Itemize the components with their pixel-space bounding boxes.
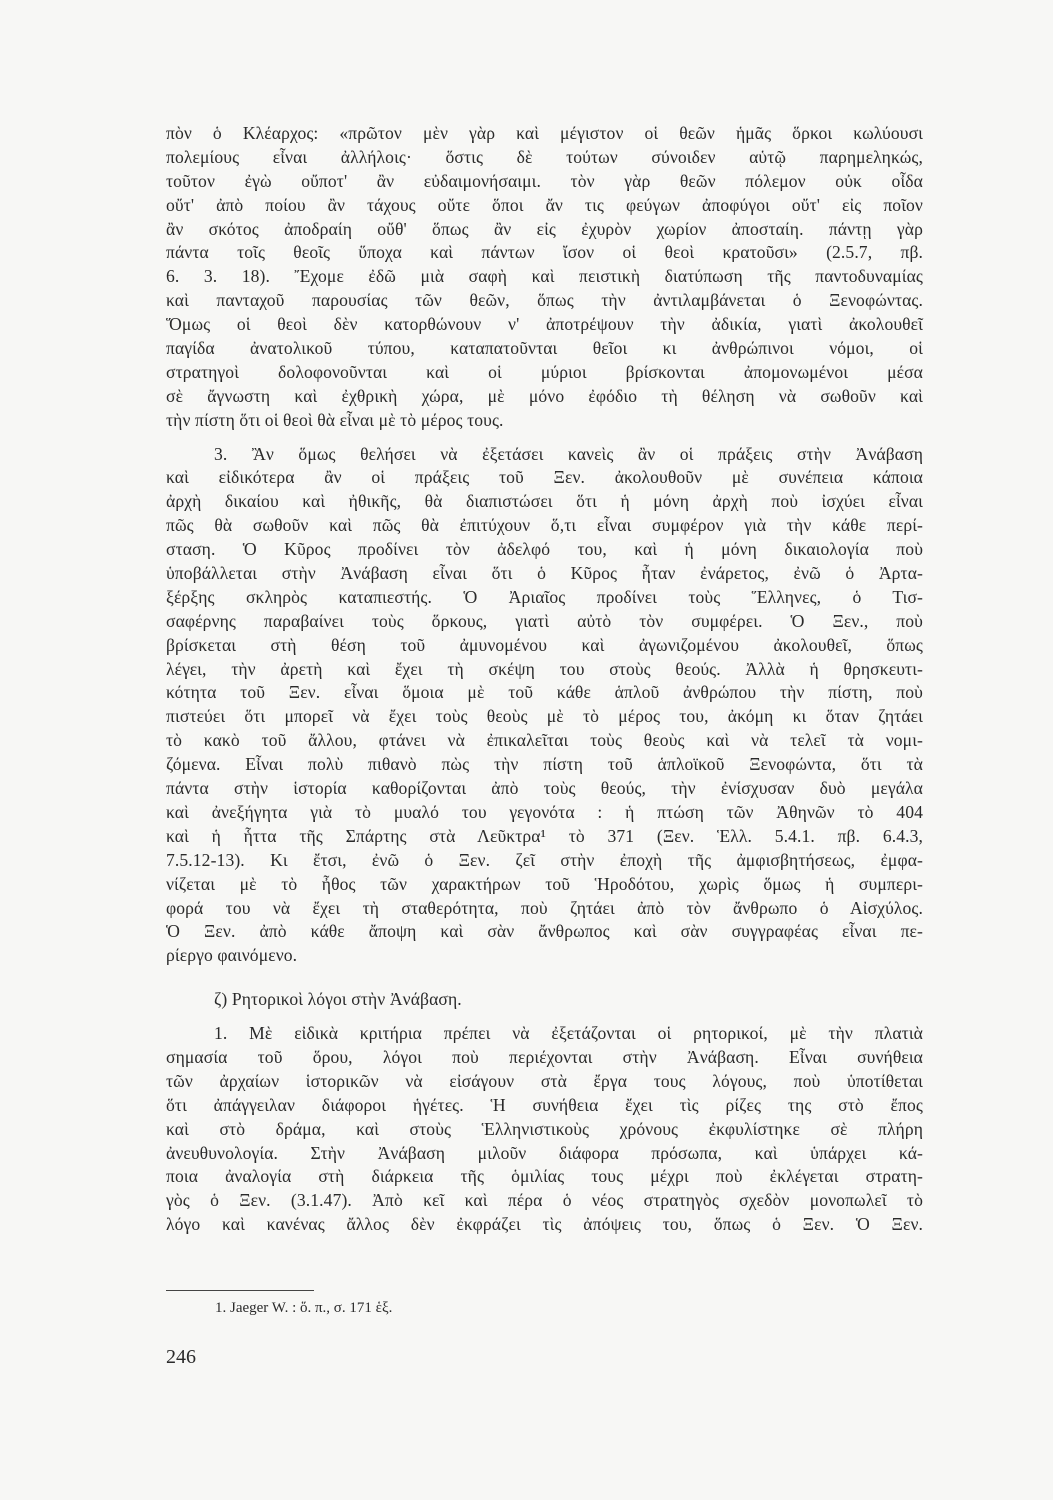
text-line: σὲ ἄγνωστη καὶ ἐχθρικὴ χώρα, μὲ μόνο ἐφόδιο τὴ θέληση νὰ σωθοῦν καὶ [166, 385, 923, 406]
text-line: πάντα στὴν ἱστορία καθορίζονται ἀπὸ τοὺς θεούς, τὴν ἐνίσχυσαν δυὸ μεγάλα [166, 778, 923, 799]
text-line: τοῦτον ἐγὼ οὔποτ' ἂν εὐδαιμονήσαιμι. τὸν γὰρ θεῶν πόλεμον οὐκ οἶδα [166, 170, 923, 191]
text-line: ρίεργο φαινόμενο. [166, 945, 298, 966]
text-line: λέγει, τὴν ἀρετὴ καὶ ἔχει τὴ σκέψη του στοὺς θεούς. Ἀλλὰ ἡ θρησκευτι- [166, 658, 923, 679]
section-heading: ζ) Ρητορικοὶ λόγοι στὴν Ἀνάβαση. [214, 989, 462, 1010]
section-paragraph-1 [166, 1022, 923, 1237]
text-line: τῶν ἀρχαίων ἱστορικῶν νὰ εἰσάγουν στὰ ἔργα τους λόγους, ποὺ ὑποτίθεται [166, 1070, 923, 1091]
text-line: σταση. Ὁ Κῦρος προδίνει τὸν ἀδελφό του, καὶ ἡ μόνη δικαιολογία ποὺ [166, 539, 923, 560]
text-line: οὔτ' ἀπὸ ποίου ἂν τάχους οὔτε ὅποι ἄν τις φεύγων ἀποφύγοι οὔτ' εἰς ποῖον [166, 194, 923, 215]
page-number: 246 [166, 1346, 196, 1368]
text-line: 1. Μὲ εἰδικὰ κριτήρια πρέπει νὰ ἐξετάζονται οἱ ρητορικοί, μὲ τὴν πλατιὰ [214, 1023, 923, 1044]
text-line: σαφέρνης παραβαίνει τοὺς ὅρκους, γιατὶ αὐτὸ τὸν συμφέρει. Ὁ Ξεν., ποὺ [166, 610, 923, 631]
paragraph-3 [166, 443, 923, 969]
paragraph-quote [166, 122, 923, 433]
text-line: ποια ἀναλογία στὴ διάρκεια τῆς ὁμιλίας τους μέχρι ποὺ ἐκλέγεται στρατη- [166, 1166, 923, 1187]
footnote: 1. Jaeger W. : ὅ. π., σ. 171 ἑξ. [215, 1300, 393, 1316]
footnote-rule [166, 1290, 314, 1291]
text-line: ὑποβάλλεται στὴν Ἀνάβαση εἶναι ὅτι ὁ Κῦρος ἦταν ἐνάρετος, ἐνῶ ὁ Ἀρτα- [166, 563, 923, 584]
text-line: 6. 3. 18). Ἔχομε ἐδῶ μιὰ σαφὴ καὶ πειστικὴ διατύπωση τῆς παντοδυναμίας [166, 266, 923, 287]
text-line: καὶ πανταχοῦ παρουσίας τῶν θεῶν, ὅπως τὴν ἀντιλαμβάνεται ὁ Ξενοφώντας. [166, 290, 923, 311]
text-line: σημασία τοῦ ὅρου, λόγοι ποὺ περιέχονται στὴν Ἀνάβαση. Εἶναι συνήθεια [166, 1046, 923, 1067]
text-line: ἂν σκότος ἀποδραίη οὔθ' ὅπως ἂν εἰς ἐχυρὸν χωρίον ἀποσταίη. πάντῃ γὰρ [166, 218, 923, 239]
text-line: ἀνευθυνολογία. Στὴν Ἀνάβαση μιλοῦν διάφορα πρόσωπα, καὶ ὑπάρχει κά- [166, 1142, 923, 1163]
text-line: στρατηγοὶ δολοφονοῦνται καὶ οἱ μύριοι βρίσκονται ἀπομονωμένοι μέσα [166, 361, 923, 382]
text-line: Ὅμως οἱ θεοὶ δὲν κατορθώνουν ν' ἀποτρέψουν τὴν ἀδικία, γιατὶ ἀκολουθεῖ [166, 314, 923, 335]
text-line: λόγο καὶ κανένας ἄλλος δὲν ἐκφράζει τὶς ἀπόψεις του, ὅπως ὁ Ξεν. Ὁ Ξεν. [166, 1214, 923, 1235]
text-line: νίζεται μὲ τὸ ἦθος τῶν χαρακτήρων τοῦ Ἡροδότου, χωρὶς ὅμως ἡ συμπερι- [166, 873, 923, 894]
text-line: καὶ ἀνεξήγητα γιὰ τὸ μυαλό του γεγονότα : ἡ πτώση τῶν Ἀθηνῶν τὸ 404 [166, 801, 923, 822]
text-line: πιστεύει ὅτι μπορεῖ νὰ ἔχει τοὺς θεοὺς μὲ τὸ μέρος του, ἀκόμη κι ὅταν ζητάει [166, 706, 923, 727]
text-line: πὸν ὁ Κλέαρχος: «πρῶτον μὲν γὰρ καὶ μέγιστον οἱ θεῶν ἡμᾶς ὅρκοι κωλύουσι [166, 123, 923, 143]
text-line: γὸς ὁ Ξεν. (3.1.47). Ἀπὸ κεῖ καὶ πέρα ὁ νέος στρατηγὸς σχεδὸν μονοπωλεῖ τὸ [166, 1190, 923, 1211]
text-line: 7.5.12-13). Κι ἔτσι, ἐνῶ ὁ Ξεν. ζεῖ στὴν ἐποχὴ τῆς ἀμφισβητήσεως, ἐμφα- [166, 849, 923, 870]
text-line: βρίσκεται στὴ θέση τοῦ ἀμυνομένου καὶ ἀγωνιζομένου ἀκολουθεῖ, ὅπως [166, 634, 923, 655]
text-line: φορά του νὰ ἔχει τὴ σταθερότητα, ποὺ ζητάει ἀπὸ τὸν ἄνθρωπο ὁ Αἰσχύλος. [166, 897, 923, 918]
text-line: τὸ κακὸ τοῦ ἄλλου, φτάνει νὰ ἐπικαλεῖται τοὺς θεοὺς καὶ νὰ τελεῖ τὰ νομι- [166, 730, 923, 751]
text-line: τὴν πίστη ὅτι οἱ θεοὶ θὰ εἶναι μὲ τὸ μέρος τους. [166, 409, 504, 430]
text-line: πῶς θὰ σωθοῦν καὶ πῶς θὰ ἐπιτύχουν ὅ,τι εἶναι συμφέρον γιὰ τὴν κάθε περί- [166, 515, 923, 536]
text-line: καὶ στὸ δράμα, καὶ στοὺς Ἑλληνιστικοὺς χρόνους ἐκφυλίστηκε σὲ πλήρη [166, 1118, 923, 1139]
text-line: παγίδα ἀνατολικοῦ τύπου, καταπατοῦνται θεῖοι κι ἀνθρώπινοι νόμοι, οἱ [166, 338, 923, 359]
text-line: ξέρξης σκληρὸς καταπιεστής. Ὁ Ἀριαῖος προδίνει τοὺς Ἕλληνες, ὁ Τισ- [166, 586, 923, 607]
text-line: πολεμίους εἶναι ἀλλήλοις· ὅστις δὲ τούτων σύνοιδεν αὑτῷ παρημεληκώς, [166, 146, 923, 167]
text-line: καὶ ἡ ἧττα τῆς Σπάρτης στὰ Λεῦκτρα¹ τὸ 371 (Ξεν. Ἑλλ. 5.4.1. πβ. 6.4.3, [166, 825, 923, 846]
text-line: καὶ εἰδικότερα ἂν οἱ πράξεις τοῦ Ξεν. ἀκολουθοῦν μὲ συνέπεια κάποια [166, 467, 923, 488]
text-line: ὅτι ἀπάγγειλαν διάφοροι ἡγέτες. Ἡ συνήθεια ἔχει τὶς ρίζες της στὸ ἔπος [166, 1094, 923, 1115]
text-line: πάντα τοῖς θεοῖς ὕποχα καὶ πάντων ἴσον οἱ θεοὶ κρατοῦσι» (2.5.7, πβ. [166, 242, 923, 263]
text-line: ζόμενα. Εἶναι πολὺ πιθανὸ πὼς τὴν πίστη τοῦ ἁπλοϊκοῦ Ξενοφώντα, ὅτι τὰ [166, 754, 923, 775]
main-text [166, 122, 923, 1237]
text-line: Ὁ Ξεν. ἀπὸ κάθε ἄποψη καὶ σὰν ἄνθρωπος καὶ σὰν συγγραφέας εἶναι πε- [166, 921, 923, 942]
text-line: ἀρχὴ δικαίου καὶ ἠθικῆς, θὰ διαπιστώσει ὅτι ἡ μόνη ἀρχὴ ποὺ ἰσχύει εἶναι [166, 491, 923, 512]
text-line: κότητα τοῦ Ξεν. εἶναι ὅμοια μὲ τοῦ κάθε ἁπλοῦ ἀνθρώπου τὴν πίστη, ποὺ [166, 682, 923, 703]
text-line: 3. Ἂν ὅμως θελήσει νὰ ἐξετάσει κανεὶς ἂν οἱ πράξεις στὴν Ἀνάβαση [214, 443, 923, 464]
